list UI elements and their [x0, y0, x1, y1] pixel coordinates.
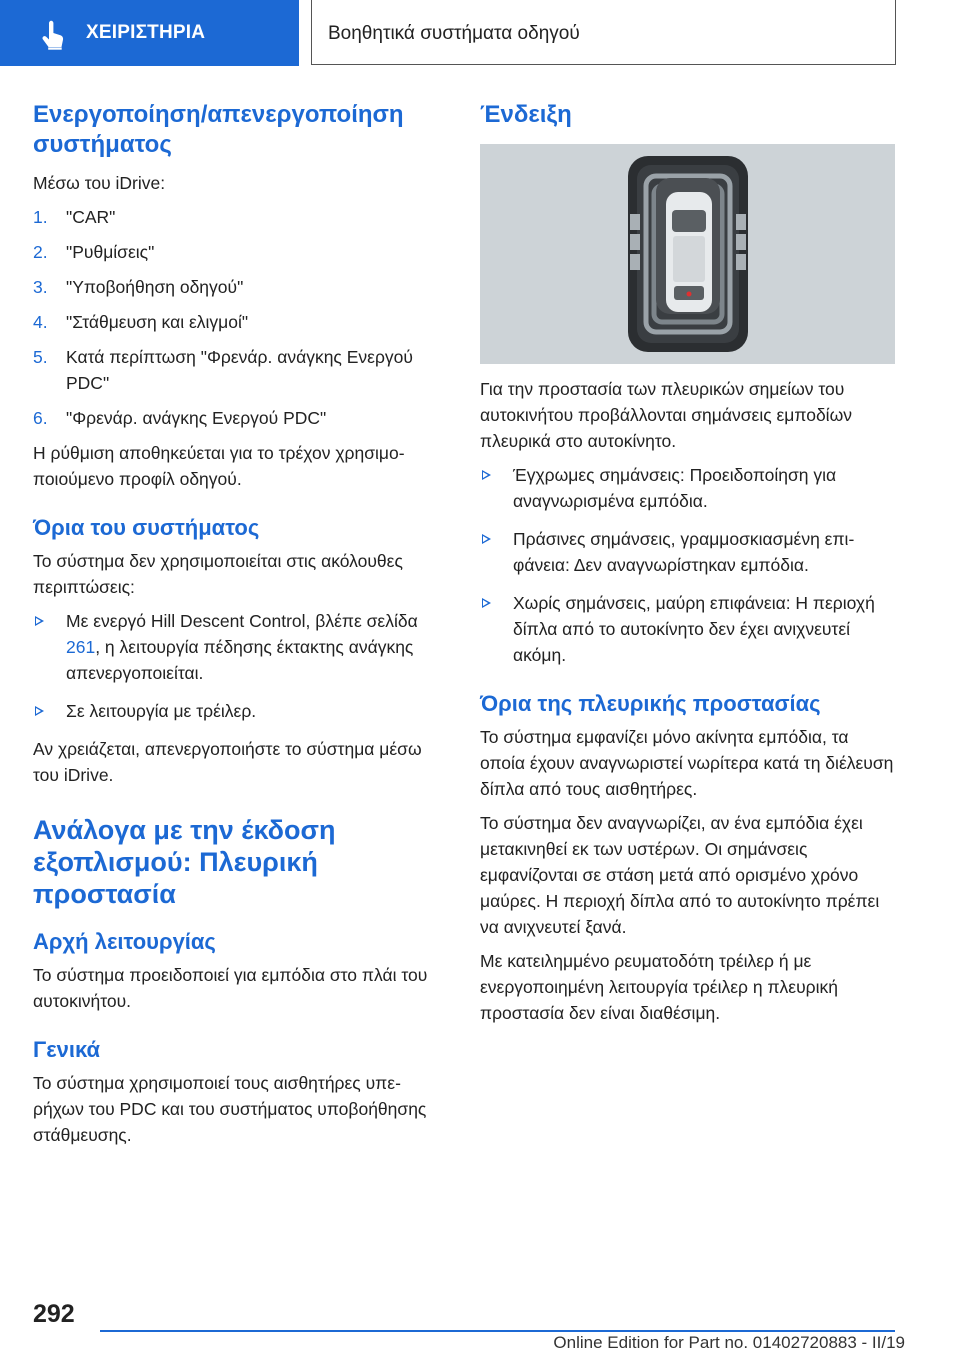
- footer-edition: Online Edition for Part no. 01402720883 - II/19: [553, 1333, 905, 1352]
- step-number: 4.: [33, 312, 48, 332]
- page-number: 292: [33, 1300, 75, 1328]
- step-item: [33, 344, 443, 396]
- step-item: [33, 274, 443, 300]
- step-text: "CAR": [66, 207, 116, 227]
- principle-heading: Αρχή λειτουργίας: [33, 929, 216, 954]
- list-item: [480, 462, 895, 514]
- limits-item-text-cont: , η λειτουργία πέδησης έκτακτης ανάγκης απενεργοποιείται.: [66, 637, 414, 683]
- step-text: "Υποβοήθηση οδηγού": [66, 277, 244, 297]
- footer-divider: [100, 1330, 895, 1332]
- limits-outro: Αν χρειάζεται, απενεργοποιήστε το σύστημα μέσω του iDrive.: [33, 739, 422, 785]
- display-heading: Ένδειξη: [480, 101, 572, 128]
- step-item: [33, 239, 443, 265]
- display-item-text: Πράσινες σημάνσεις, γραμμοσκιασμένη επιφάνεια: Δεν αναγνωρίστηκαν εμπόδια.: [513, 529, 855, 575]
- triangle-bullet-icon: [482, 534, 491, 544]
- principle-text: Το σύστημα προειδοποιεί για εμπόδια στο πλάι του αυτοκινήτου.: [33, 965, 428, 1011]
- limits-heading: Όρια του συστήματος: [33, 515, 260, 540]
- limits-list: [33, 608, 443, 724]
- car-top-view-icon: [480, 144, 895, 364]
- list-item: [480, 526, 895, 578]
- step-number: 5.: [33, 347, 48, 367]
- display-text: Για την προστασία των πλευρικών σημείων του αυτοκινήτου προβάλλονται σημάνσεις εμποδίων πλευρικά στο αυτοκίνητο.: [480, 379, 852, 451]
- right-column: [480, 100, 895, 1034]
- hand-pointer-icon: [38, 20, 68, 50]
- header-tab-label: ΧΕΙΡΙΣΤΗΡΙΑ: [86, 22, 206, 43]
- general-heading: Γενικά: [33, 1037, 101, 1062]
- activation-steps: [33, 204, 443, 431]
- list-item: [480, 590, 895, 668]
- step-number: 2.: [33, 242, 48, 262]
- display-item-text: Έγχρωμες σημάνσεις: Προειδοποίηση για αναγνωρισμένα εμπόδια.: [513, 465, 837, 511]
- step-item: [33, 204, 443, 230]
- side-limits-p2: Το σύστημα δεν αναγνωρίζει, αν ένα εμπόδια έχει μετακινηθεί εκ των υστέρων. Οι σημάνσεις εμφανίζονται σε στάση μετά από ορισμένο χρόνο μαύρες. Η περιοχή δίπλα από το αυτοκίνητο πρέπει να ανιχνευτεί ξανά.: [480, 813, 880, 937]
- limits-intro: Το σύστημα δεν χρησιμοποιείται στις ακόλουθες περιπτώσεις:: [33, 551, 403, 597]
- breadcrumb: [311, 0, 896, 65]
- left-column: [33, 100, 443, 1156]
- list-item: [33, 608, 443, 686]
- activation-heading: Ενεργοποίηση/απενεργοποίηση συστήματος: [33, 101, 404, 158]
- side-limits-p3: Με κατειλημμένο ρευματοδότη τρέιλερ ή με ενεργοποιημένη λειτουργία τρέιλερ η πλευρική προστασία δεν είναι διαθέσιμη.: [480, 951, 838, 1023]
- triangle-bullet-icon: [35, 616, 44, 626]
- display-item-text: Χωρίς σημάνσεις, μαύρη επιφάνεια: Η περιοχή δίπλα από το αυτοκίνητο δεν έχει ανιχνευτεί ακόμη.: [513, 593, 875, 665]
- side-limits-heading: Όρια της πλευρικής προστασίας: [480, 691, 821, 716]
- activation-intro: Μέσω του iDrive:: [33, 173, 166, 193]
- page-link-261[interactable]: 261: [66, 637, 96, 657]
- step-number: 6.: [33, 408, 48, 428]
- triangle-bullet-icon: [482, 598, 491, 608]
- display-list: [480, 462, 895, 668]
- side-limits-p1: Το σύστημα εμφανίζει μόνο ακίνητα εμπόδια, τα οποία έχουν αναγνωριστεί νωρίτερα κατά τη διέλευση δίπλα από τους αισθητήρες.: [480, 727, 894, 799]
- breadcrumb-text: Βοηθητικά συστήματα οδηγού: [328, 23, 580, 44]
- step-number: 1.: [33, 207, 48, 227]
- header-section-tab[interactable]: [0, 0, 299, 66]
- triangle-bullet-icon: [482, 470, 491, 480]
- step-number: 3.: [33, 277, 48, 297]
- triangle-bullet-icon: [35, 706, 44, 716]
- step-text: "Φρενάρ. ανάγκης Ενεργού PDC": [66, 408, 327, 428]
- step-text: "Ρυθμίσεις": [66, 242, 155, 262]
- activation-note: Η ρύθμιση αποθηκεύεται για το τρέχον χρησιμοποιούμενο προφίλ οδηγού.: [33, 443, 405, 489]
- limits-item-text: Με ενεργό Hill Descent Control, βλέπε σελίδα: [66, 611, 418, 631]
- step-text: Κατά περίπτωση "Φρενάρ. ανάγκης Ενεργού PDC": [66, 347, 413, 393]
- limits-item-text: Σε λειτουργία με τρέιλερ.: [66, 701, 257, 721]
- step-item: [33, 309, 443, 335]
- general-text: Το σύστημα χρησιμοποιεί τους αισθητήρες υπερήχων του PDC και του συστήματος υποβοήθησης στάθμευσης.: [33, 1073, 427, 1145]
- list-item: [33, 698, 443, 724]
- side-protection-figure: [480, 144, 895, 364]
- section-heading: Ανάλογα με την έκδοση εξοπλισμού: Πλευρική προστασία: [33, 815, 336, 909]
- step-text: "Στάθμευση και ελιγμοί": [66, 312, 249, 332]
- step-item: [33, 405, 443, 431]
